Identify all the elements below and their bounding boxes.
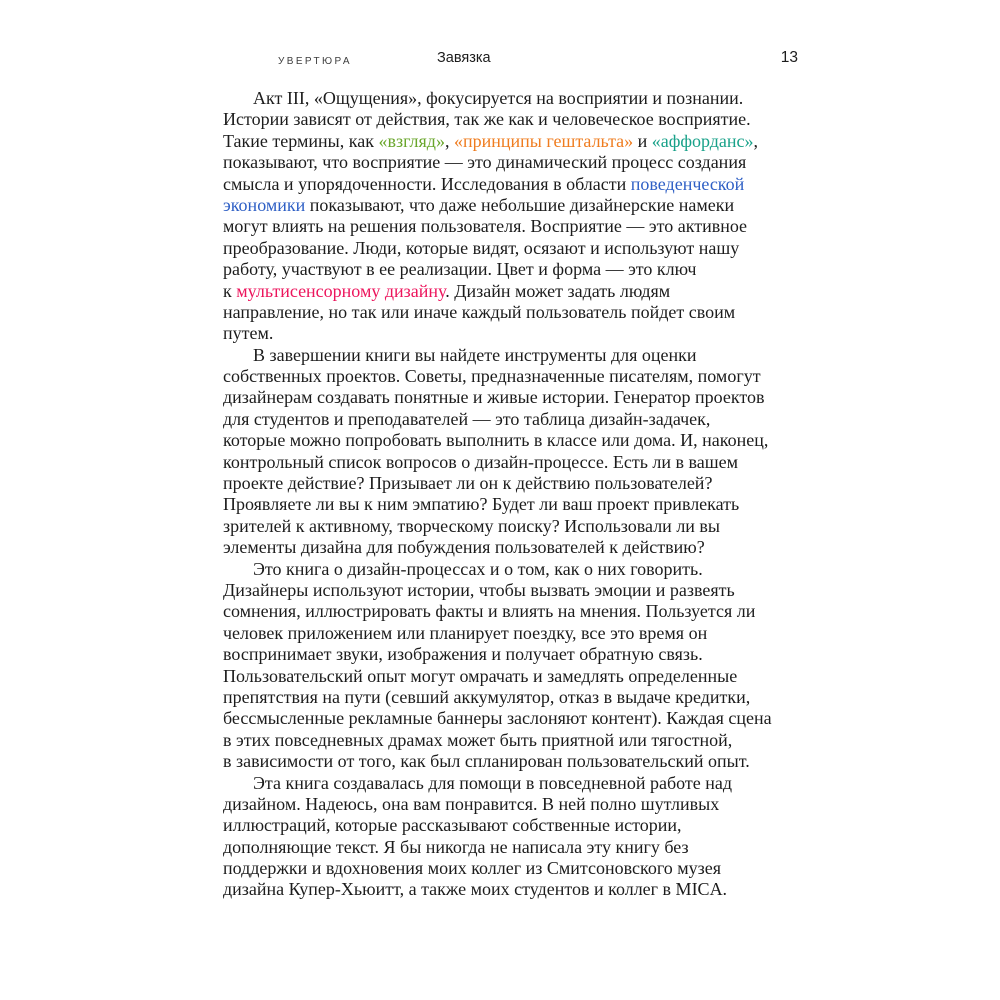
text-line xyxy=(223,345,808,366)
text-line xyxy=(223,751,808,772)
paragraph xyxy=(223,345,808,559)
highlighted-term: экономики xyxy=(223,194,306,215)
text-run: Истории зависят от действия, так же как и человеческое восприятие. xyxy=(223,109,751,130)
text-run: поддержки и вдохновения моих коллег из Смитсоновского музея xyxy=(223,858,722,879)
text-line xyxy=(223,666,808,687)
text-line xyxy=(223,601,808,622)
text-run: Такие термины, как xyxy=(223,130,379,151)
text-run: бессмысленные рекламные баннеры заслоняют контент). Каждая сцена xyxy=(223,708,772,729)
text-line xyxy=(223,109,808,130)
text-run: к xyxy=(223,280,237,301)
paragraph xyxy=(223,559,808,773)
text-line xyxy=(223,708,808,729)
text-run: дизайном. Надеюсь, она вам понравится. В ней полно шутливых xyxy=(223,793,720,814)
running-head-section: УВЕРТЮРА xyxy=(278,56,352,67)
text-run: В завершении книги вы найдете инструменты для оценки xyxy=(253,344,697,365)
text-line xyxy=(223,409,808,430)
text-run: элементы дизайна для побуждения пользователей к действию? xyxy=(223,537,705,558)
text-run: дополняющие текст. Я бы никогда не написала эту книгу без xyxy=(223,836,689,857)
highlighted-term: мультисенсорному дизайну xyxy=(236,280,446,301)
text-line xyxy=(223,131,808,152)
text-line xyxy=(223,302,808,323)
text-run: направление, но так или иначе каждый пользователь пойдет своим xyxy=(223,301,736,322)
text-run: человек приложением или планирует поездку, все это время он xyxy=(223,622,708,643)
text-line xyxy=(223,430,808,451)
page-number: 13 xyxy=(780,49,798,66)
text-line xyxy=(223,879,808,900)
highlighted-term: «принципы гештальта» xyxy=(453,130,634,151)
text-run: проекте действие? Призывает ли он к действию пользователей? xyxy=(223,473,713,494)
text-run: воспринимает звуки, изображения и получает обратную связь. xyxy=(223,644,703,665)
paragraph xyxy=(223,773,808,901)
text-run: путем. xyxy=(223,323,274,344)
text-run: которые можно попробовать выполнить в классе или дома. И, наконец, xyxy=(223,430,769,451)
text-run: преобразование. Люди, которые видят, осязают и используют нашу xyxy=(223,237,740,258)
text-run: зрителей к активному, творческому поиску? Использовали ли вы xyxy=(223,515,721,536)
text-line xyxy=(223,238,808,259)
text-run: препятствия на пути (севший аккумулятор, отказ в выдаче кредитки, xyxy=(223,686,751,707)
text-run: , xyxy=(753,130,759,151)
running-head-chapter: Завязка xyxy=(437,50,491,66)
text-run: Дизайнеры используют истории, чтобы вызвать эмоции и развеять xyxy=(223,579,735,600)
paragraph xyxy=(223,88,808,345)
text-line xyxy=(223,195,808,216)
text-line xyxy=(223,216,808,237)
text-line xyxy=(223,323,808,344)
text-line xyxy=(223,259,808,280)
text-run: Проявляете ли вы к ним эмпатию? Будет ли ваш проект привлекать xyxy=(223,494,740,515)
text-run: . Дизайн может задать людям xyxy=(445,280,671,301)
body-text xyxy=(223,88,808,901)
highlighted-term: «взгляд» xyxy=(378,130,445,151)
text-run: дизайна Купер-Хьюитт, а также моих студентов и коллег в MICA. xyxy=(223,879,728,900)
highlighted-term: поведенческой xyxy=(630,173,745,194)
text-run: Эта книга создавалась для помощи в повседневной работе над xyxy=(253,772,733,793)
text-line xyxy=(223,516,808,537)
text-line xyxy=(223,623,808,644)
text-run: , xyxy=(444,130,454,151)
text-run: для студентов и преподавателей — это таблица дизайн-задачек, xyxy=(223,408,711,429)
text-line xyxy=(223,837,808,858)
text-line xyxy=(223,452,808,473)
text-run: смысла и упорядоченности. Исследования в области xyxy=(223,173,631,194)
text-run: в этих повседневных драмах может быть приятной или тягостной, xyxy=(223,729,733,750)
text-line xyxy=(223,815,808,836)
text-run: собственных проектов. Советы, предназначенные писателям, помогут xyxy=(223,366,761,387)
text-line xyxy=(223,794,808,815)
text-line xyxy=(223,773,808,794)
text-run: контрольный список вопросов о дизайн-процессе. Есть ли в вашем xyxy=(223,451,739,472)
text-run: Пользовательский опыт могут омрачать и замедлять определенные xyxy=(223,665,738,686)
text-line xyxy=(223,644,808,665)
text-run: показывают, что восприятие — это динамический процесс создания xyxy=(223,152,747,173)
text-run: могут влиять на решения пользователя. Восприятие — это активное xyxy=(223,216,748,237)
text-run: показывают, что даже небольшие дизайнерские намеки xyxy=(305,194,735,215)
text-line xyxy=(223,281,808,302)
text-run: в зависимости от того, как был спланирован пользовательский опыт. xyxy=(223,751,750,772)
text-line xyxy=(223,366,808,387)
text-run: иллюстраций, которые рассказывают собственные истории, xyxy=(223,815,682,836)
text-run: и xyxy=(633,130,652,151)
text-run: сомнения, иллюстрировать факты и влиять на мнения. Пользуется ли xyxy=(223,601,756,622)
text-line xyxy=(223,387,808,408)
text-line xyxy=(223,88,808,109)
highlighted-term: «аффорданс» xyxy=(651,130,754,151)
text-run: дизайнерам создавать понятные и живые истории. Генератор проектов xyxy=(223,387,765,408)
text-run: Акт III, «Ощущения», фокусируется на восприятии и познании. xyxy=(253,88,744,108)
text-run: работу, участвуют в ее реализации. Цвет и форма — это ключ xyxy=(223,259,697,280)
text-line xyxy=(223,152,808,173)
text-line xyxy=(223,473,808,494)
text-run: Это книга о дизайн-процессах и о том, как о них говорить. xyxy=(253,558,703,579)
text-line xyxy=(223,580,808,601)
text-line xyxy=(223,494,808,515)
text-line xyxy=(223,687,808,708)
running-head xyxy=(0,0,1000,80)
text-line xyxy=(223,730,808,751)
text-line xyxy=(223,858,808,879)
text-line xyxy=(223,174,808,195)
text-line xyxy=(223,559,808,580)
text-line xyxy=(223,537,808,558)
